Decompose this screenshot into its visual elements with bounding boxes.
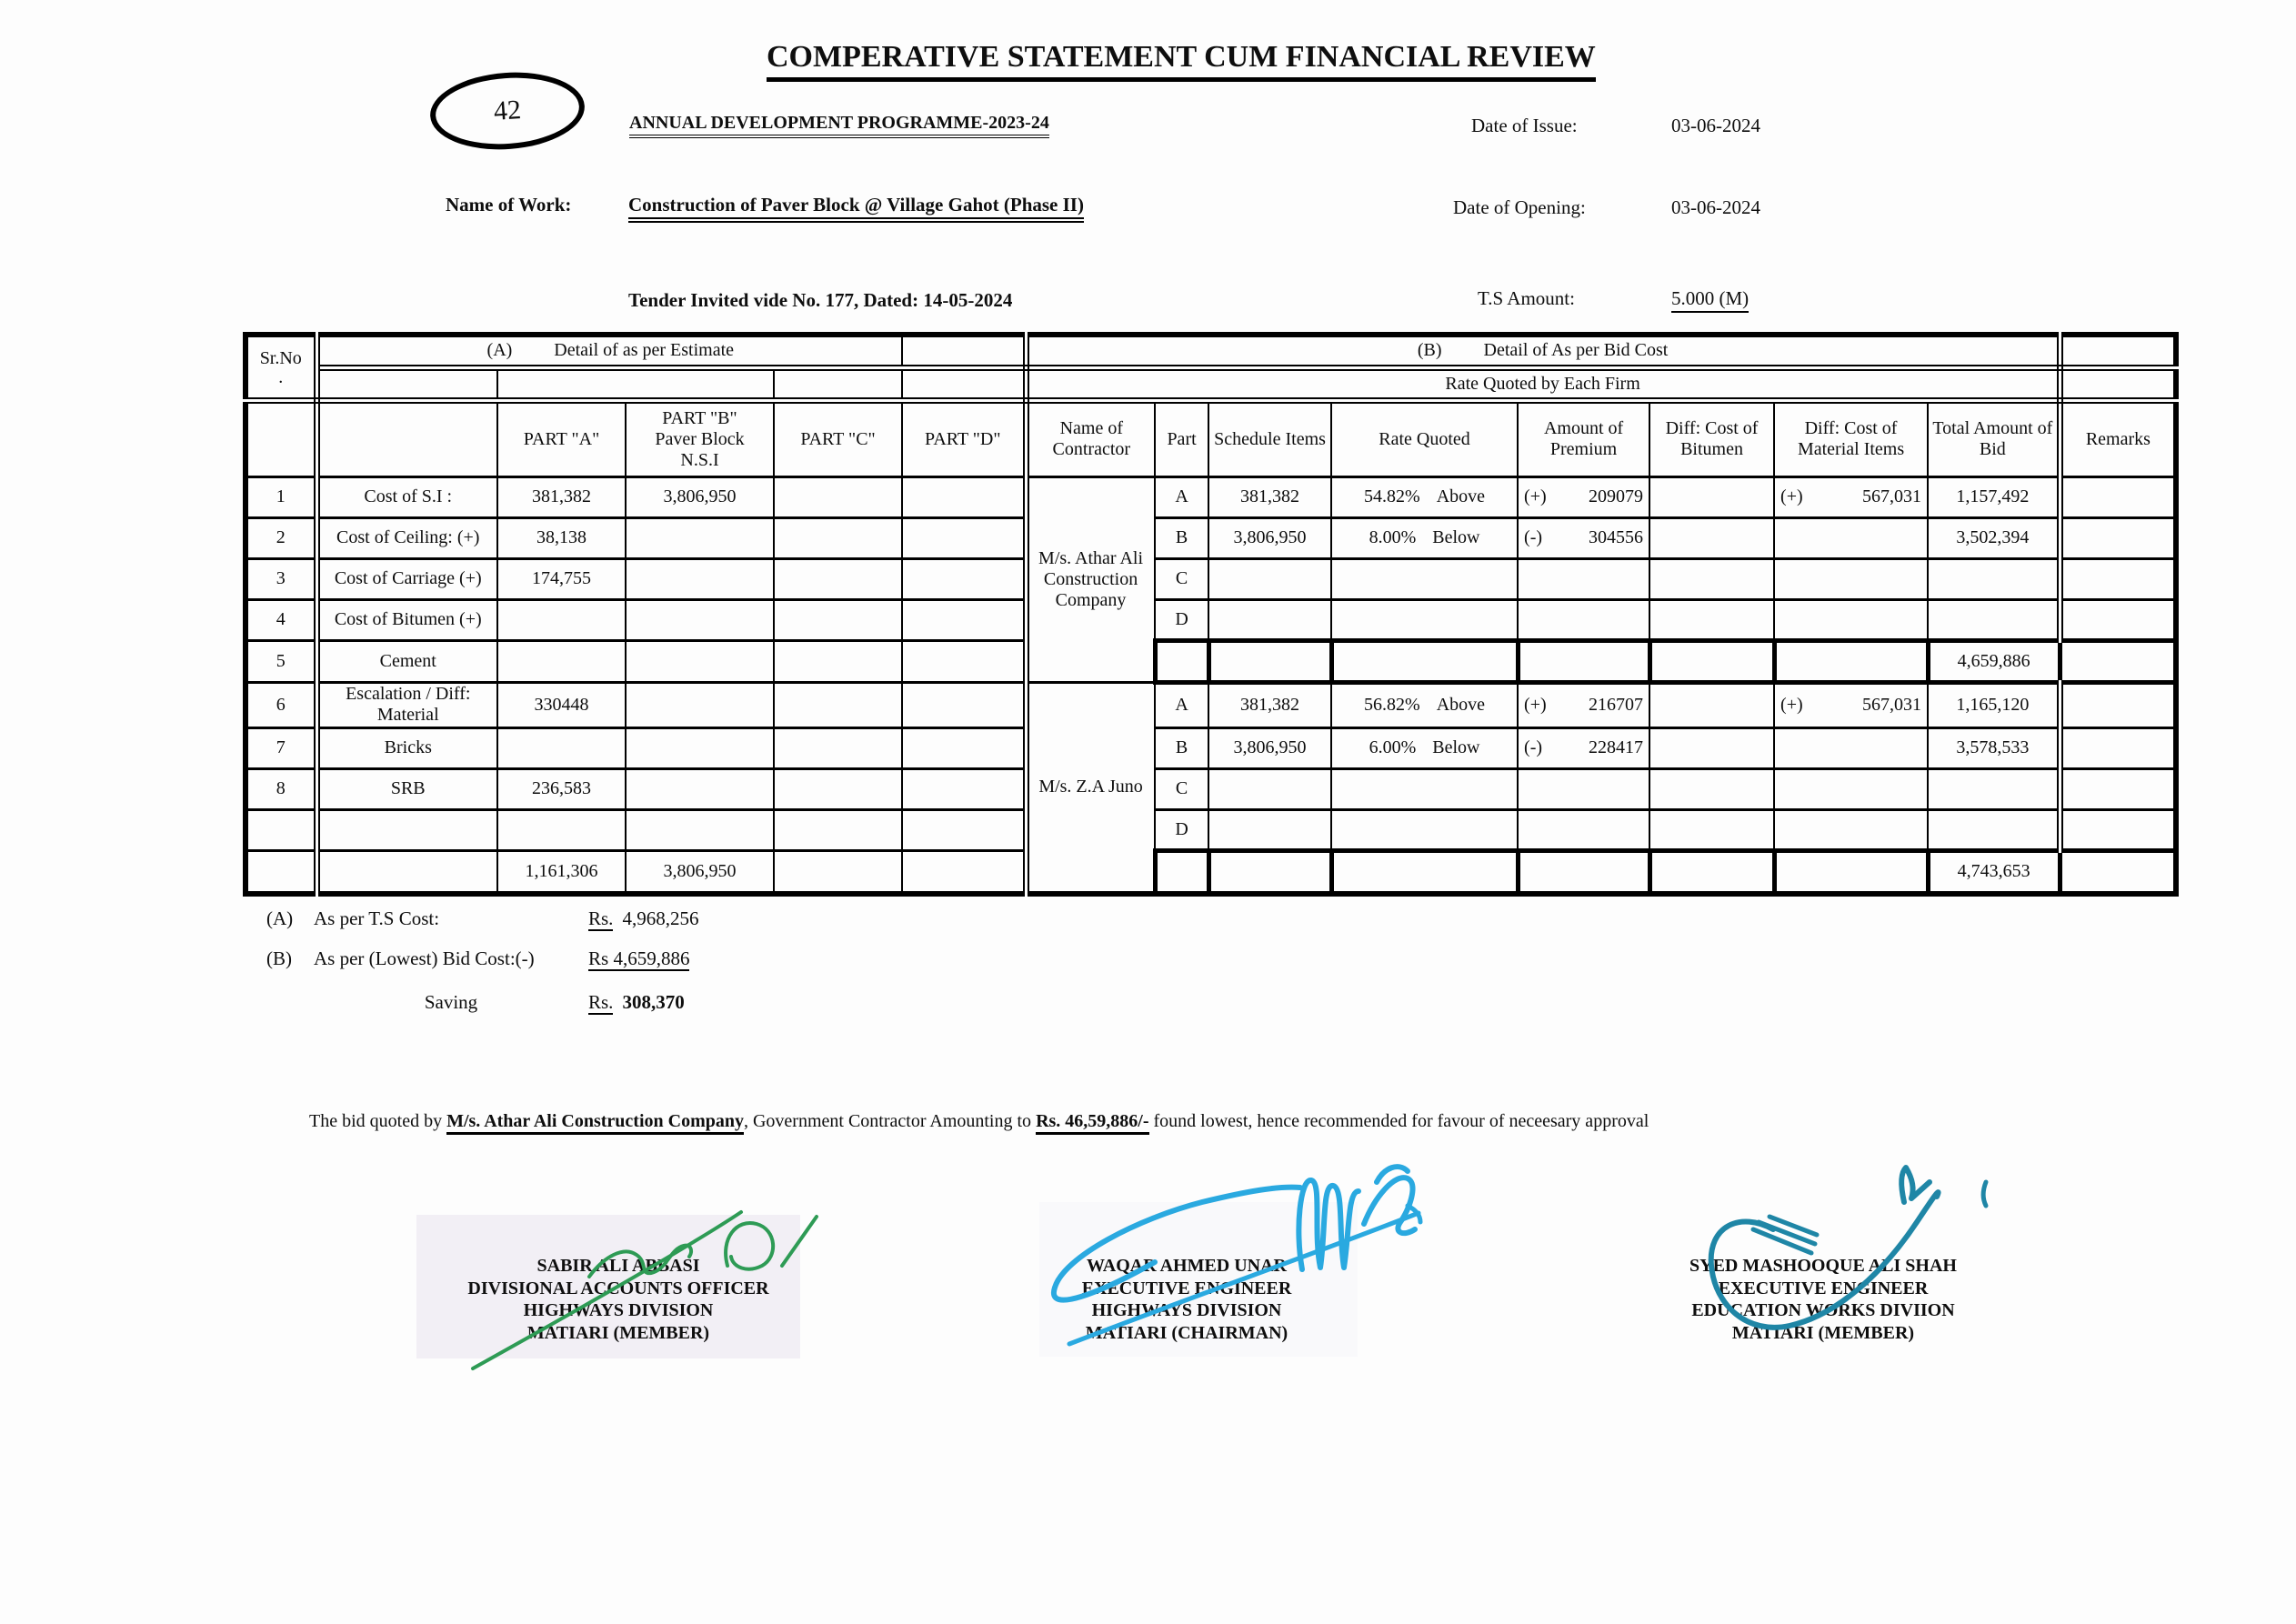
col-header-part-b: PART "B" Paver Block N.S.I (626, 400, 774, 476)
table-cell (1649, 768, 1774, 809)
table-cell (1649, 558, 1774, 599)
cell-part-a: 236,583 (497, 768, 626, 809)
cell-part-letter: D (1155, 599, 1208, 640)
table-cell (774, 558, 902, 599)
cell-estimate-total-b: 3,806,950 (626, 850, 774, 894)
section-b-header: (B) Detail of As per Bid Cost (1026, 335, 2060, 367)
cell-part-letter: C (1155, 558, 1208, 599)
col-header-contractor: Name of Contractor (1026, 400, 1155, 476)
col-header-part: Part (1155, 400, 1208, 476)
col-header-diff-material: Diff: Cost of Material Items (1774, 400, 1928, 476)
table-cell (1928, 809, 2060, 850)
signatory-name: SABIR ALI ABBASI (536, 1256, 700, 1276)
table-cell (1331, 768, 1518, 809)
summary-saving-line (266, 991, 685, 1014)
table-cell (902, 768, 1026, 809)
cell-srno: 3 (246, 558, 316, 599)
table-cell (902, 640, 1026, 682)
table-cell (902, 599, 1026, 640)
tender-invited-line: Tender Invited vide No. 177, Dated: 14-05-2024 (628, 289, 1013, 311)
col-header-remarks: Remarks (2060, 400, 2176, 476)
table-cell (774, 682, 902, 727)
table-cell (246, 850, 316, 894)
cell-srno: 2 (246, 517, 316, 558)
cell-srno: 8 (246, 768, 316, 809)
table-cell (902, 335, 1026, 367)
table-cell (2060, 517, 2176, 558)
col-header-total: Total Amount of Bid (1928, 400, 2060, 476)
table-cell (1208, 558, 1331, 599)
name-of-work-value: Construction of Paver Block @ Village Gahot (Phase II) (628, 194, 1084, 223)
table-cell (626, 727, 774, 768)
cell-part-a: 381,382 (497, 476, 626, 517)
cell-premium: (+) 216707 (1518, 682, 1649, 727)
table-cell (902, 682, 1026, 727)
signatory-title: EXECUTIVE ENGINEER (1718, 1278, 1929, 1298)
table-cell (1649, 476, 1774, 517)
table-cell (2060, 476, 2176, 517)
table-cell (1774, 768, 1928, 809)
cell-part-a: 38,138 (497, 517, 626, 558)
table-cell (1649, 517, 1774, 558)
col-header-srno: Sr.No . (246, 335, 316, 400)
cell-diff-material: (+) 567,031 (1774, 682, 1928, 727)
cell-part-letter: B (1155, 727, 1208, 768)
summary-ts-cost-line (266, 907, 698, 930)
cell-desc: Bricks (316, 727, 497, 768)
table-cell (626, 768, 774, 809)
cell-contractor-name: M/s. Z.A Juno (1026, 682, 1155, 894)
signatory-title: EXECUTIVE ENGINEER (1081, 1278, 1292, 1298)
page-title: COMPERATIVE STATEMENT CUM FINANCIAL REVIEW (767, 40, 1596, 82)
signature-stroke-blue (1408, 1206, 1420, 1222)
table-cell (1155, 640, 1208, 682)
ts-amount-label: T.S Amount: (1478, 287, 1575, 309)
cell-srno: 6 (246, 682, 316, 727)
signatory-division: HIGHWAYS DIVISION (523, 1300, 714, 1320)
table-cell (2060, 640, 2176, 682)
table-cell (1331, 599, 1518, 640)
table-cell (1928, 558, 2060, 599)
signature-stroke-blue (1364, 1178, 1415, 1233)
rate-quoted-by-firm-header: Rate Quoted by Each Firm (1026, 367, 2060, 400)
cell-diff-material: (+) 567,031 (1774, 476, 1928, 517)
table-cell (1331, 558, 1518, 599)
cell-total-bid: 3,502,394 (1928, 517, 2060, 558)
cell-part-letter: A (1155, 476, 1208, 517)
table-cell (497, 367, 774, 400)
recommended-firm: M/s. Athar Ali Construction Company (446, 1111, 744, 1135)
cell-schedule: 3,806,950 (1208, 727, 1331, 768)
signatory-division: EDUCATION WORKS DIVIION (1691, 1300, 1955, 1320)
cell-desc: Cost of Carriage (+) (316, 558, 497, 599)
table-cell (497, 727, 626, 768)
summary-bid-cost-line (266, 947, 689, 970)
summary-b-amount: Rs 4,659,886 (588, 947, 690, 969)
recommendation-text: The bid quoted by (309, 1111, 447, 1131)
cell-estimate-total-a: 1,161,306 (497, 850, 626, 894)
cell-total-bid: 3,578,533 (1928, 727, 2060, 768)
signatory-block-member-2 (1619, 1255, 2028, 1344)
summary-a-value: 4,968,256 (622, 907, 699, 929)
signatory-name: SYED MASHOOQUE ALI SHAH (1689, 1256, 1957, 1276)
table-cell (1649, 599, 1774, 640)
comparative-table (243, 332, 2179, 897)
cell-desc: Cost of Ceiling: (+) (316, 517, 497, 558)
cell-part-letter: D (1155, 809, 1208, 850)
table-cell (1518, 599, 1649, 640)
table-cell (774, 727, 902, 768)
table-cell (497, 640, 626, 682)
table-cell (774, 476, 902, 517)
cell-rate: 54.82% Above (1331, 476, 1518, 517)
signature-stroke-teal (1901, 1168, 1930, 1202)
table-cell (774, 367, 902, 400)
cell-desc: Cost of Bitumen (+) (316, 599, 497, 640)
cell-schedule: 381,382 (1208, 476, 1331, 517)
programme-heading: ANNUAL DEVELOPMENT PROGRAMME-2023-24 (629, 113, 1049, 138)
table-cell (1649, 640, 1774, 682)
col-header-rate: Rate Quoted (1331, 400, 1518, 476)
cell-premium: (+) 209079 (1518, 476, 1649, 517)
table-cell (626, 809, 774, 850)
table-cell (1649, 809, 1774, 850)
summary-a-rs: Rs. (588, 907, 614, 929)
recommendation-text: , Government Contractor Amounting to (743, 1111, 1037, 1131)
table-cell (1774, 727, 1928, 768)
table-cell (2060, 335, 2176, 367)
signatory-name: WAQAR AHMED UNAR (1087, 1256, 1287, 1276)
table-cell (1774, 599, 1928, 640)
col-header-premium: Amount of Premium (1518, 400, 1649, 476)
cell-part-b: 3,806,950 (626, 476, 774, 517)
cell-premium: (-) 304556 (1518, 517, 1649, 558)
table-cell (2060, 727, 2176, 768)
table-cell (1208, 599, 1331, 640)
table-cell (902, 517, 1026, 558)
table-cell (2060, 558, 2176, 599)
table-cell (1928, 599, 2060, 640)
table-cell (902, 558, 1026, 599)
table-cell (1208, 640, 1331, 682)
cell-srno: 1 (246, 476, 316, 517)
table-cell (902, 476, 1026, 517)
table-cell (1649, 682, 1774, 727)
table-cell (1649, 850, 1774, 894)
table-cell (1649, 727, 1774, 768)
table-cell (1331, 640, 1518, 682)
table-cell (1331, 809, 1518, 850)
section-a-header: (A) Detail of as per Estimate (316, 335, 902, 367)
table-cell (1518, 809, 1649, 850)
col-header-diff-bitumen: Diff: Cost of Bitumen (1649, 400, 1774, 476)
table-cell (774, 768, 902, 809)
table-cell (1774, 640, 1928, 682)
recommended-amount: Rs. 46,59,886/- (1036, 1111, 1148, 1135)
signature-stroke-teal (1753, 1217, 1817, 1253)
signatory-role: MATIARI (CHAIRMAN) (1085, 1322, 1288, 1343)
signatory-title: DIVISIONAL ACCOUNTS OFFICER (467, 1278, 769, 1298)
table-cell (2060, 809, 2176, 850)
table-cell (902, 367, 1026, 400)
table-cell (1331, 850, 1518, 894)
table-cell (2060, 682, 2176, 727)
cell-bidder-total: 4,659,886 (1928, 640, 2060, 682)
table-cell (626, 599, 774, 640)
summary-a-text: As per T.S Cost: (314, 907, 440, 929)
cell-contractor-name: M/s. Athar Ali Construction Company (1026, 476, 1155, 682)
recommendation-text: found lowest, hence recommended for favour of neceesary approval (1148, 1111, 1649, 1131)
signature-stroke-teal (1983, 1182, 1986, 1206)
table-cell (2060, 599, 2176, 640)
table-cell (2060, 367, 2176, 400)
cell-part-letter: A (1155, 682, 1208, 727)
table-cell (1208, 768, 1331, 809)
table-cell (2060, 850, 2176, 894)
summary-b-tag: (B) (266, 947, 292, 969)
date-of-opening-label: Date of Opening: (1453, 196, 1586, 218)
table-cell (1774, 558, 1928, 599)
cell-desc: Cement (316, 640, 497, 682)
cell-part-letter: C (1155, 768, 1208, 809)
summary-saving-text: Saving (424, 991, 478, 1013)
date-of-issue-label: Date of Issue: (1471, 115, 1578, 136)
table-cell (316, 850, 497, 894)
col-header-part-c: PART "C" (774, 400, 902, 476)
table-cell (1518, 850, 1649, 894)
cell-part-a: 174,755 (497, 558, 626, 599)
cell-schedule: 381,382 (1208, 682, 1331, 727)
table-cell (774, 517, 902, 558)
cell-total-bid: 1,165,120 (1928, 682, 2060, 727)
table-cell (1928, 768, 2060, 809)
name-of-work-label: Name of Work: (446, 194, 572, 216)
date-of-issue-value: 03-06-2024 (1671, 115, 1760, 136)
table-cell (626, 517, 774, 558)
summary-b-text: As per (Lowest) Bid Cost:(-) (314, 947, 535, 969)
table-cell (774, 850, 902, 894)
cell-srno: 4 (246, 599, 316, 640)
recommendation-line (309, 1111, 1649, 1132)
cell-desc: Cost of S.I : (316, 476, 497, 517)
summary-saving-value: 308,370 (622, 991, 685, 1013)
signatory-division: HIGHWAYS DIVISION (1091, 1300, 1282, 1320)
table-cell (1208, 850, 1331, 894)
col-header-part-a: PART "A" (497, 400, 626, 476)
cell-desc: SRB (316, 768, 497, 809)
table-cell (902, 727, 1026, 768)
table-cell (316, 367, 497, 400)
table-cell (1774, 517, 1928, 558)
cell-rate: 8.00% Below (1331, 517, 1518, 558)
table-cell (1774, 850, 1928, 894)
table-cell (626, 640, 774, 682)
table-cell (316, 400, 497, 476)
table-cell (1774, 809, 1928, 850)
table-cell (774, 640, 902, 682)
signature-stroke-blue (1377, 1167, 1408, 1182)
cell-srno: 5 (246, 640, 316, 682)
table-cell (774, 809, 902, 850)
table-cell (497, 809, 626, 850)
col-header-schedule: Schedule Items (1208, 400, 1331, 476)
page-number-circle: 42 (427, 67, 587, 155)
cell-schedule: 3,806,950 (1208, 517, 1331, 558)
table-cell (246, 809, 316, 850)
table-cell (2060, 768, 2176, 809)
signatory-block-member-1 (414, 1255, 823, 1344)
signatory-block-chairman (987, 1255, 1387, 1344)
signatory-role: MATIARI (MEMBER) (1731, 1322, 1915, 1343)
table-cell (497, 599, 626, 640)
table-cell (1155, 850, 1208, 894)
table-cell (626, 682, 774, 727)
summary-saving-rs: Rs. (588, 991, 614, 1013)
table-cell (902, 809, 1026, 850)
table-cell (316, 809, 497, 850)
cell-srno: 7 (246, 727, 316, 768)
table-cell (626, 558, 774, 599)
signatory-role: MATIARI (MEMBER) (526, 1322, 710, 1343)
cell-part-a: 330448 (497, 682, 626, 727)
table-cell (1518, 640, 1649, 682)
summary-a-tag: (A) (266, 907, 294, 929)
col-header-part-d: PART "D" (902, 400, 1026, 476)
cell-bidder-total: 4,743,653 (1928, 850, 2060, 894)
ts-amount-value: 5.000 (M) (1671, 287, 1749, 313)
cell-desc: Escalation / Diff: Material (316, 682, 497, 727)
table-cell (774, 599, 902, 640)
cell-total-bid: 1,157,492 (1928, 476, 2060, 517)
table-cell (1208, 809, 1331, 850)
table-cell (1518, 768, 1649, 809)
cell-part-letter: B (1155, 517, 1208, 558)
cell-rate: 6.00% Below (1331, 727, 1518, 768)
table-cell (1518, 558, 1649, 599)
date-of-opening-value: 03-06-2024 (1671, 196, 1760, 218)
table-cell (902, 850, 1026, 894)
cell-rate: 56.82% Above (1331, 682, 1518, 727)
cell-premium: (-) 228417 (1518, 727, 1649, 768)
table-cell (246, 400, 316, 476)
